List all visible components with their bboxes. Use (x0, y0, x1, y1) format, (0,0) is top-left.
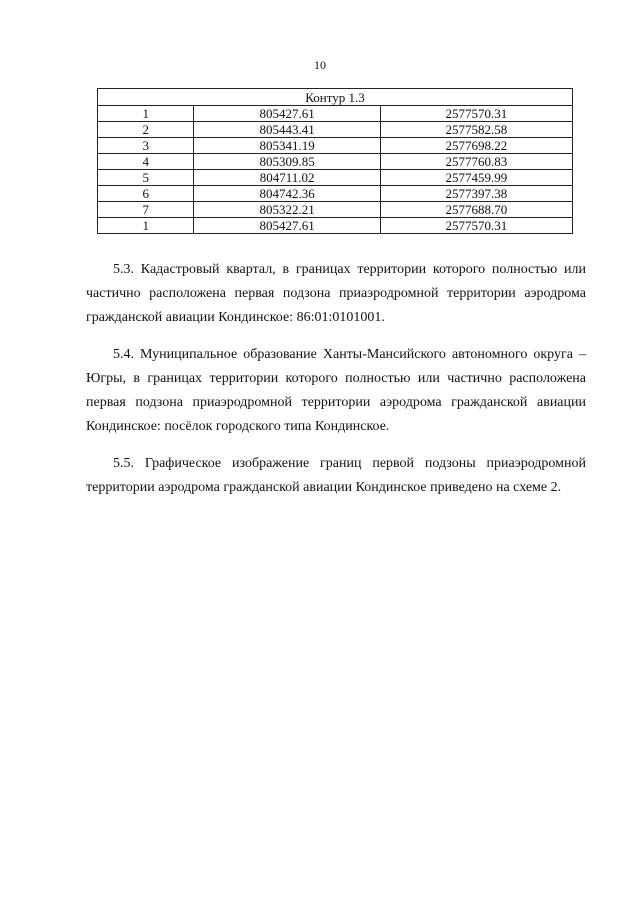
point-number: 1 (98, 218, 194, 234)
y-coordinate: 2577760.83 (380, 154, 572, 170)
point-number: 2 (98, 122, 194, 138)
y-coordinate: 2577397.38 (380, 186, 572, 202)
table-row (98, 170, 573, 186)
y-coordinate: 2577570.31 (380, 218, 572, 234)
point-number: 5 (98, 170, 194, 186)
table-row (98, 154, 573, 170)
table-row (98, 106, 573, 122)
x-coordinate: 805427.61 (194, 218, 380, 234)
point-number: 7 (98, 202, 194, 218)
table-header-row (98, 89, 573, 106)
x-coordinate: 805309.85 (194, 154, 380, 170)
table-row (98, 218, 573, 234)
x-coordinate: 805341.19 (194, 138, 380, 154)
x-coordinate: 804711.02 (194, 170, 380, 186)
paragraph-5-5: 5.5. Графическое изображение границ первой подзоны приаэродромной территории аэродрома гражданской авиации Кондинское приведено на схеме 2. (86, 456, 586, 495)
y-coordinate: 2577582.58 (380, 122, 572, 138)
paragraph-5-4: 5.4. Муниципальное образование Ханты-Мансийского автономного округа – Югры, в границах территории которого полностью или частично расположена первая подзона приаэродромной территории аэродрома гражданской авиации Кондинское: посёлок городского типа Кондинское. (86, 347, 586, 434)
x-coordinate: 805427.61 (194, 106, 380, 122)
table-row (98, 186, 573, 202)
point-number: 6 (98, 186, 194, 202)
y-coordinate: 2577570.31 (380, 106, 572, 122)
y-coordinate: 2577698.22 (380, 138, 572, 154)
y-coordinate: 2577459.99 (380, 170, 572, 186)
page-number: 10 (314, 58, 326, 72)
table-row (98, 138, 573, 154)
y-coordinate: 2577688.70 (380, 202, 572, 218)
point-number: 4 (98, 154, 194, 170)
paragraph-5-3: 5.3. Кадастровый квартал, в границах территории которого полностью или частично расположена первая подзона приаэродромной территории аэродрома гражданской авиации Кондинское: 86:01:0101001. (86, 262, 586, 325)
x-coordinate: 805443.41 (194, 122, 380, 138)
body-text (86, 258, 586, 513)
x-coordinate: 805322.21 (194, 202, 380, 218)
point-number: 3 (98, 138, 194, 154)
table-title: Контур 1.3 (98, 89, 573, 106)
point-number: 1 (98, 106, 194, 122)
table-row (98, 202, 573, 218)
table-row (98, 122, 573, 138)
x-coordinate: 804742.36 (194, 186, 380, 202)
coordinates-table (97, 88, 573, 234)
